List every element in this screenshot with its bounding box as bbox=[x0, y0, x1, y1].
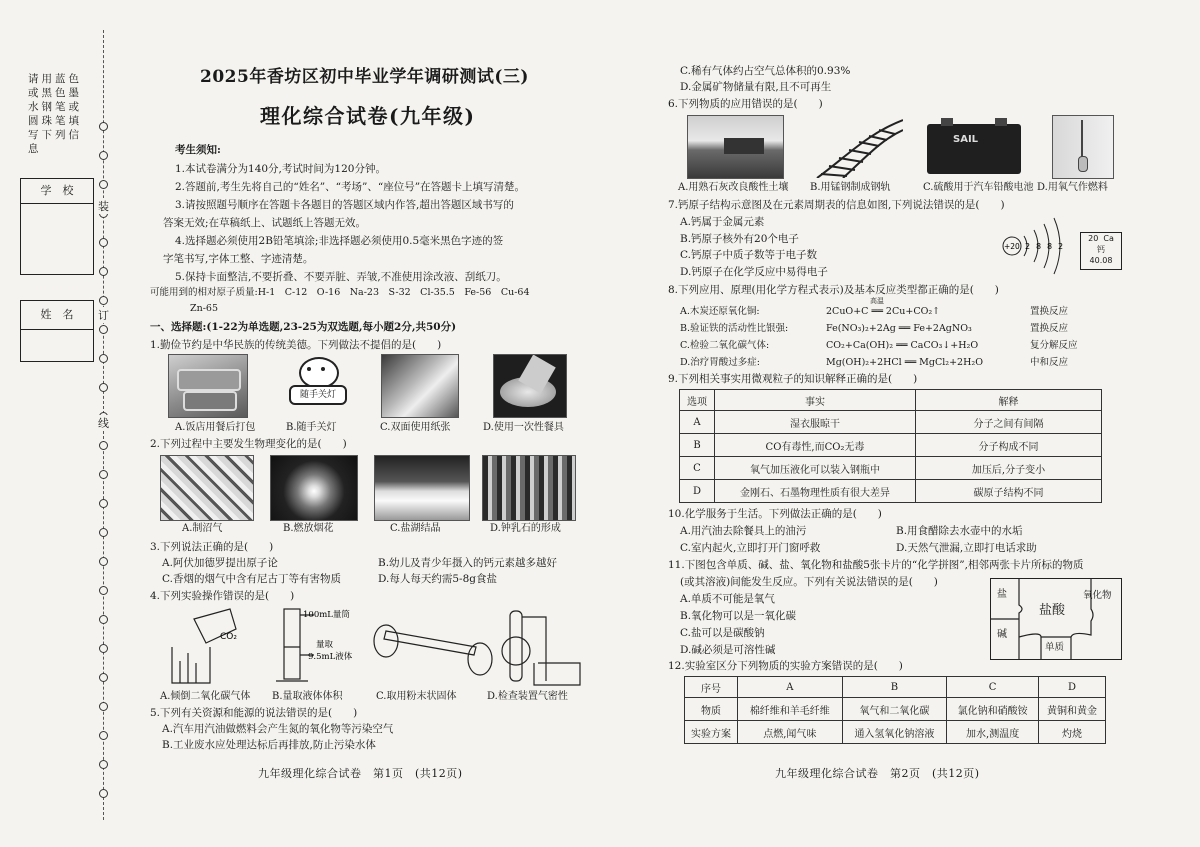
q2-option-d: D.钟乳石的形成 bbox=[490, 523, 561, 534]
q8-d-equation: Mg(OH)₂+2HCl ══ MgCl₂+2H₂O bbox=[826, 357, 983, 368]
q8-a-label: A.木炭还原氧化铜: bbox=[680, 306, 760, 317]
notice-4b: 字笔书写,字体工整、字迹清楚。 bbox=[163, 253, 314, 265]
q1-option-c: C.双面使用纸张 bbox=[380, 422, 451, 433]
q1-option-d: D.使用一次性餐具 bbox=[483, 422, 564, 433]
table-row bbox=[680, 480, 1102, 503]
q4-option-a: A.倾倒二氧化碳气体 bbox=[160, 691, 251, 702]
q7-option-c: C.钙原子中质子数等于电子数 bbox=[680, 249, 817, 261]
q4-read-label-2: 9.5mL液体 bbox=[308, 652, 353, 662]
atomic-mass: 40.08 bbox=[1089, 256, 1113, 265]
q11-option-a: A.单质不可能是氧气 bbox=[680, 593, 775, 605]
q3-option-a: A.阿伏加德罗提出原子论 bbox=[162, 557, 278, 569]
binding-hole bbox=[99, 644, 108, 653]
q5-option-c: C.稀有气体约占空气总体积的0.93% bbox=[680, 65, 851, 77]
chemistry-puzzle bbox=[990, 578, 1122, 660]
q3-option-b: B.幼儿及青少年摄入的钙元素越多越好 bbox=[378, 557, 558, 569]
q10-option-d: D.天然气泄漏,立即打电话求助 bbox=[896, 542, 1037, 554]
binding-strip bbox=[0, 0, 109, 847]
q1-image-b bbox=[286, 354, 348, 418]
atomic-masses-2: Zn-65 bbox=[190, 303, 219, 314]
q11-option-c: C.盐可以是碳酸钠 bbox=[680, 627, 765, 639]
q12-stem: 12.实验室区分下列物质的实验方案错误的是( ) bbox=[668, 660, 903, 672]
exam-title: 2025年香坊区初中毕业学年调研测试(三) bbox=[200, 67, 529, 87]
table-cell: 物质 bbox=[685, 698, 738, 721]
binding-hole bbox=[99, 731, 108, 740]
table-row bbox=[680, 411, 1102, 434]
table-header: A bbox=[738, 677, 843, 698]
table-cell: 分子构成不同 bbox=[916, 434, 1102, 457]
notice-heading: 考生须知: bbox=[175, 144, 221, 156]
q8-c-label: C.检验二氧化碳气体: bbox=[680, 340, 770, 351]
element-symbol: Ca bbox=[1103, 234, 1114, 243]
fill-instruction: 请用蓝色或黑色墨水钢笔或圆珠笔填写下列信息 bbox=[28, 73, 82, 155]
table-header: 序号 bbox=[685, 677, 738, 698]
rail-track-icon bbox=[807, 116, 903, 178]
q9-stem: 9.下列相关事实用微观粒子的知识解释正确的是( ) bbox=[668, 373, 918, 385]
battery-brand: SAIL bbox=[953, 134, 979, 145]
binding-hole bbox=[99, 760, 108, 769]
puzzle-acid: 盐酸 bbox=[1039, 603, 1066, 618]
table-row bbox=[680, 434, 1102, 457]
q8-a-condition: 高温 bbox=[870, 297, 884, 305]
q1-option-b: B.随手关灯 bbox=[286, 422, 337, 433]
table-row bbox=[685, 721, 1106, 744]
puzzle-salt: 盐 bbox=[997, 589, 1007, 600]
table-cell: D bbox=[680, 480, 715, 503]
q8-c-equation: CO₂+Ca(OH)₂ ══ CaCO₃↓+H₂O bbox=[826, 340, 979, 351]
binding-hole bbox=[99, 180, 108, 189]
puzzle-element: 单质 bbox=[1045, 642, 1065, 653]
q4-stem: 4.下列实验操作错误的是( ) bbox=[150, 590, 295, 602]
table-cell: 氯化钠和硝酸铵 bbox=[947, 698, 1039, 721]
q6-option-a: A.用熟石灰改良酸性土壤 bbox=[678, 182, 789, 193]
q8-d-label: D.治疗胃酸过多症: bbox=[680, 357, 760, 368]
q4-cylinder-label: 100mL量筒 bbox=[303, 610, 350, 620]
table-header: 选项 bbox=[680, 390, 715, 411]
q2-stem: 2.下列过程中主要发生物理变化的是( ) bbox=[150, 438, 347, 450]
notice-4: 4.选择题必须使用2B铅笔填涂;非选择题必须使用0.5毫米黑色字迹的签 bbox=[175, 235, 504, 247]
q12-table bbox=[684, 676, 1106, 744]
q6-option-c: C.硫酸用于汽车铅酸电池 bbox=[923, 182, 1034, 193]
binding-hole bbox=[99, 557, 108, 566]
binding-mark-3: 线 bbox=[98, 417, 109, 430]
q4-option-d: D.检查装置气密性 bbox=[487, 691, 568, 702]
binding-hole bbox=[99, 151, 108, 160]
atomic-number: 20 bbox=[1088, 234, 1099, 243]
table-cell: 实验方案 bbox=[685, 721, 738, 744]
binding-hole bbox=[99, 528, 108, 537]
binding-hole bbox=[99, 499, 108, 508]
calcium-atom-diagram bbox=[1000, 214, 1072, 278]
q5-stem: 5.下列有关资源和能源的说法错误的是( ) bbox=[150, 707, 358, 719]
nucleus-charge: +20 bbox=[1004, 242, 1020, 251]
q2-option-a: A.制沼气 bbox=[182, 523, 223, 534]
section-title: 一、选择题:(1-22为单选题,23-25为双选题,每小题2分,共50分) bbox=[150, 321, 457, 333]
q10-option-b: B.用食醋除去水壶中的水垢 bbox=[896, 525, 1023, 537]
puzzle-oxide: 氧化物 bbox=[1083, 590, 1112, 601]
q10-option-c: C.室内起火,立即打开门窗呼救 bbox=[680, 542, 821, 554]
table-row bbox=[680, 457, 1102, 480]
q1-image-a bbox=[168, 354, 248, 418]
q2-option-c: C.盐湖结晶 bbox=[390, 523, 441, 534]
table-cell: 点燃,闻气味 bbox=[738, 721, 843, 744]
q1-stem: 1.勤俭节约是中华民族的传统美德。下列做法不提倡的是( ) bbox=[150, 339, 442, 351]
shell-3: 8 bbox=[1047, 242, 1053, 251]
q5-option-b: B.工业废水应处理达标后再排放,防止污染水体 bbox=[162, 739, 376, 751]
q4-co2-label: CO₂ bbox=[220, 632, 237, 642]
q4-airtight-diagram bbox=[502, 611, 580, 685]
table-cell: C bbox=[680, 457, 715, 480]
school-field[interactable] bbox=[20, 178, 94, 275]
q2-image-b bbox=[270, 455, 358, 521]
q1-image-c bbox=[381, 354, 459, 418]
q6-image-d bbox=[1052, 115, 1114, 179]
periodic-cell bbox=[1080, 232, 1122, 270]
table-row bbox=[680, 390, 1102, 411]
binding-hole bbox=[99, 789, 108, 798]
q6-image-b bbox=[806, 115, 904, 179]
binding-hole bbox=[99, 383, 108, 392]
table-header: C bbox=[947, 677, 1039, 698]
page1-footer: 九年级理化综合试卷 第1页 (共12页) bbox=[258, 767, 463, 780]
table-cell: A bbox=[680, 411, 715, 434]
name-label: 姓 名 bbox=[21, 301, 93, 330]
q2-image-a bbox=[160, 455, 254, 521]
table-cell: 氧气和二氧化碳 bbox=[842, 698, 947, 721]
binding-hole bbox=[99, 325, 108, 334]
q1-sign-text: 随手关灯 bbox=[289, 385, 347, 405]
shell-2: 8 bbox=[1036, 242, 1042, 251]
q2-option-b: B.燃放烟花 bbox=[283, 523, 334, 534]
table-row bbox=[685, 698, 1106, 721]
binding-mark-1: 装 bbox=[98, 200, 109, 213]
table-cell: 黄铜和黄金 bbox=[1039, 698, 1106, 721]
binding-mark-2: 订 bbox=[98, 309, 109, 322]
q3-stem: 3.下列说法正确的是( ) bbox=[150, 541, 274, 553]
binding-hole bbox=[99, 122, 108, 131]
q8-d-type: 中和反应 bbox=[1030, 357, 1069, 368]
binding-hole bbox=[99, 354, 108, 363]
q6-option-b: B.用锰钢制成钢轨 bbox=[810, 182, 891, 193]
q2-image-c bbox=[374, 455, 470, 521]
q4-pour-co2-diagram bbox=[172, 609, 236, 683]
q7-option-d: D.钙原子在化学反应中易得电子 bbox=[680, 266, 828, 278]
binding-hole bbox=[99, 615, 108, 624]
notice-3: 3.请按照题号顺序在答题卡各题目的答题区域内作答,超出答题区域书写的 bbox=[175, 199, 514, 211]
binding-hole bbox=[99, 673, 108, 682]
q10-stem: 10.化学服务于生活。下列做法正确的是( ) bbox=[668, 508, 882, 520]
q8-c-type: 复分解反应 bbox=[1030, 340, 1078, 351]
table-header: 解释 bbox=[916, 390, 1102, 411]
binding-hole bbox=[99, 267, 108, 276]
page2-footer: 九年级理化综合试卷 第2页 (共12页) bbox=[775, 767, 980, 780]
table-cell: 棉纤维和羊毛纤维 bbox=[738, 698, 843, 721]
q10-option-a: A.用汽油去除餐具上的油污 bbox=[680, 525, 807, 537]
q4-option-b: B.量取液体体积 bbox=[272, 691, 343, 702]
q8-b-type: 置换反应 bbox=[1030, 323, 1069, 334]
q2-image-d bbox=[482, 455, 576, 521]
q6-image-a bbox=[687, 115, 784, 179]
q4-diagrams bbox=[150, 603, 590, 687]
q8-b-equation: Fe(NO₃)₂+2Ag ══ Fe+2AgNO₃ bbox=[826, 323, 972, 334]
q5-option-a: A.汽车用汽油做燃料会产生氮的氧化物等污染空气 bbox=[162, 723, 394, 735]
q5-option-d: D.金属矿物储量有限,且不可再生 bbox=[680, 81, 832, 93]
q3-option-c: C.香烟的烟气中含有尼古丁等有害物质 bbox=[162, 573, 341, 585]
q4-test-tube-diagram bbox=[374, 625, 492, 675]
q6-option-d: D.用氧气作燃料 bbox=[1037, 182, 1108, 193]
shell-4: 2 bbox=[1058, 242, 1064, 251]
school-label: 学 校 bbox=[21, 179, 93, 204]
table-cell: 通入氢氧化钠溶液 bbox=[842, 721, 947, 744]
q7-stem: 7.钙原子结构示意图及在元素周期表的信息如图,下列说法错误的是( ) bbox=[668, 199, 1005, 211]
q8-b-label: B.验证铁的活动性比银强: bbox=[680, 323, 789, 334]
binding-hole bbox=[99, 441, 108, 450]
q1-image-d bbox=[493, 354, 567, 418]
q7-option-a: A.钙属于金属元素 bbox=[680, 216, 765, 228]
q11-option-b: B.氧化物可以是一氧化碳 bbox=[680, 610, 797, 622]
binding-hole bbox=[99, 296, 108, 305]
notice-3b: 答案无效;在草稿纸上、试题纸上答题无效。 bbox=[163, 217, 367, 229]
notice-1: 1.本试卷满分为140分,考试时间为120分钟。 bbox=[175, 163, 386, 175]
table-header: B bbox=[842, 677, 947, 698]
name-field[interactable] bbox=[20, 300, 94, 362]
table-row bbox=[685, 677, 1106, 698]
table-header: 事实 bbox=[715, 390, 916, 411]
binding-hole bbox=[99, 702, 108, 711]
q6-image-c bbox=[922, 115, 1028, 179]
q4-option-c: C.取用粉末状固体 bbox=[376, 691, 457, 702]
q11-stem: 11.下图包含单质、碱、盐、氧化物和盐酸5张卡片的“化学拼图”,相邻两张卡片所标的物质 bbox=[668, 559, 1084, 571]
shell-1: 2 bbox=[1025, 242, 1031, 251]
q4-read-label-1: 量取 bbox=[316, 640, 334, 650]
q8-a-equation: 2CuO+C ══ 2Cu+CO₂↑ bbox=[826, 306, 941, 317]
q7-option-b: B.钙原子核外有20个电子 bbox=[680, 233, 799, 245]
q3-option-d: D.每人每天约需5-8g食盐 bbox=[378, 573, 498, 585]
table-cell: 氧气加压液化可以装入钢瓶中 bbox=[715, 457, 916, 480]
q9-table bbox=[679, 389, 1102, 503]
table-cell: 湿衣服晾干 bbox=[715, 411, 916, 434]
q8-stem: 8.下列应用、原理(用化学方程式表示)及基本反应类型都正确的是( ) bbox=[668, 284, 999, 296]
q6-stem: 6.下列物质的应用错误的是( ) bbox=[668, 98, 823, 110]
q1-option-a: A.饭店用餐后打包 bbox=[175, 422, 256, 433]
table-cell: 金刚石、石墨物理性质有很大差异 bbox=[715, 480, 916, 503]
table-cell: 碳原子结构不同 bbox=[916, 480, 1102, 503]
puzzle-base: 碱 bbox=[997, 629, 1007, 640]
table-cell: 加水,测温度 bbox=[947, 721, 1039, 744]
notice-5: 5.保持卡面整洁,不要折叠、不要弄脏、弄皱,不准使用涂改液、刮纸刀。 bbox=[175, 271, 507, 283]
q11-stem-2: (或其溶液)间能发生反应。下列有关说法错误的是( ) bbox=[680, 576, 938, 588]
table-cell: CO有毒性,而CO₂无毒 bbox=[715, 434, 916, 457]
table-cell: 加压后,分子变小 bbox=[916, 457, 1102, 480]
table-cell: 灼烧 bbox=[1039, 721, 1106, 744]
notice-2: 2.答题前,考生先将自己的“姓名”、“考场”、“座位号”在答题卡上填写清楚。 bbox=[175, 181, 526, 193]
exam-subtitle: 理化综合试卷(九年级) bbox=[260, 104, 476, 128]
q8-a-type: 置换反应 bbox=[1030, 306, 1069, 317]
table-cell: 分子之间有间隔 bbox=[916, 411, 1102, 434]
q11-option-d: D.碱必须是可溶性碱 bbox=[680, 644, 776, 656]
binding-hole bbox=[99, 470, 108, 479]
binding-hole bbox=[99, 586, 108, 595]
table-cell: B bbox=[680, 434, 715, 457]
binding-hole bbox=[99, 238, 108, 247]
element-name: 钙 bbox=[1097, 245, 1105, 254]
table-header: D bbox=[1039, 677, 1106, 698]
atomic-masses: 可能用到的相对原子质量:H-1 C-12 O-16 Na-23 S-32 Cl-35.5 Fe-56 Cu-64 bbox=[150, 287, 530, 298]
